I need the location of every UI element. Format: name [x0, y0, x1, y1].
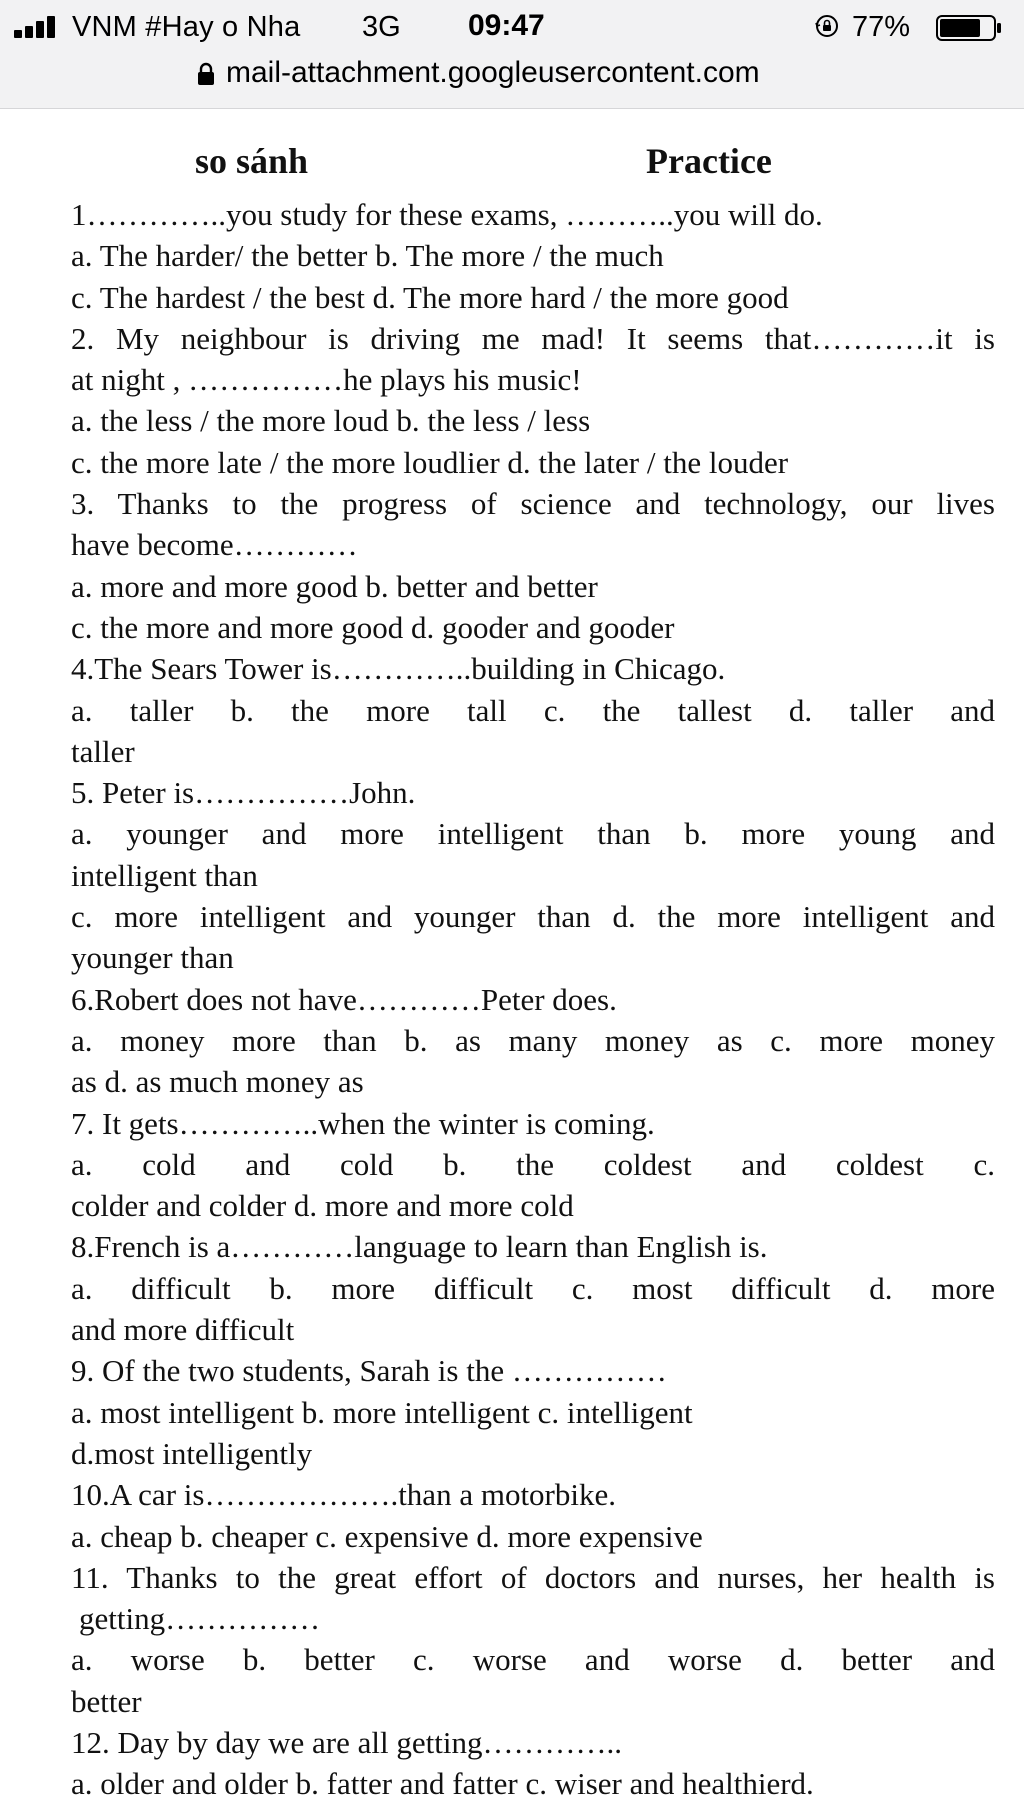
status-bar: [0, 0, 1024, 56]
document-line: a. younger and more intelligent than b. more young and: [71, 816, 995, 852]
document-line: a. taller b. the more tall c. the tallest d. taller and: [71, 692, 995, 728]
exercise-lines: [71, 194, 995, 1805]
document-line: a. cold and cold b. the coldest and coldest c.: [71, 1146, 995, 1182]
document-line: and more difficult: [71, 1312, 295, 1348]
document-line: 5. Peter is……………John.: [71, 775, 416, 811]
document-line: c. more intelligent and younger than d. the more intelligent and: [71, 899, 995, 935]
network-type: 3G: [362, 11, 401, 43]
document-line: taller: [71, 733, 135, 769]
document-line: 7. It gets…………..when the winter is coming.: [71, 1105, 655, 1141]
battery-icon: [936, 15, 1002, 41]
document-title: so sánh: [195, 141, 309, 181]
document-line: 11. Thanks to the great effort of doctors and nurses, her health is: [71, 1559, 995, 1595]
document-line: have become…………: [71, 527, 358, 563]
padlock-icon: [197, 62, 215, 86]
document-line: c. the more and more good d. gooder and gooder: [71, 609, 675, 645]
document-line: younger than: [71, 940, 234, 976]
document-line: a. older and older b. fatter and fatter c. wiser and healthierd.: [71, 1766, 814, 1802]
document-line: a. the less / the more loud b. the less / less: [71, 403, 591, 439]
document-line: 2. My neighbour is driving me mad! It seems that…………it is: [71, 320, 995, 356]
url-text[interactable]: mail-attachment.googleusercontent.com: [226, 56, 760, 89]
url-bar[interactable]: [0, 56, 1024, 109]
document-line: a. more and more good b. better and better: [71, 568, 598, 604]
document-line: intelligent than: [71, 857, 258, 893]
document-line: 6.Robert does not have…………Peter does.: [71, 981, 617, 1017]
document-line: as d. as much money as: [71, 1064, 364, 1100]
document-line: 8.French is a…………language to learn than English is.: [71, 1229, 768, 1265]
document-line: a. The harder/ the better b. The more / the much: [71, 238, 664, 274]
document-line: a. money more than b. as many money as c. more money: [71, 1022, 995, 1058]
document-line: a. worse b. better c. worse and worse d. better and: [71, 1642, 995, 1678]
document-page: [71, 140, 995, 1805]
document-line: c. the more late / the more loudlier d. the later / the louder: [71, 444, 789, 480]
carrier-name: VNM #Hay o Nha: [72, 11, 301, 43]
document-line: at night , ……………he plays his music!: [71, 362, 582, 398]
document-line: 12. Day by day we are all getting…………..: [71, 1724, 622, 1760]
heading-row: [71, 140, 995, 194]
document-line: better: [71, 1683, 142, 1719]
status-clock: 09:47: [468, 9, 545, 42]
document-line: a. cheap b. cheaper c. expensive d. more expensive: [71, 1518, 703, 1554]
rotation-lock-icon: [815, 14, 839, 38]
document-line: 10.A car is……………….than a motorbike.: [71, 1477, 616, 1513]
signal-strength-icon: [14, 16, 62, 38]
document-line: 4.The Sears Tower is…………..building in Chicago.: [71, 651, 726, 687]
document-line: d.most intelligently: [71, 1435, 313, 1471]
document-line: a. most intelligent b. more intelligent c. intelligent: [71, 1394, 693, 1430]
document-line: 3. Thanks to the progress of science and technology, our lives: [71, 486, 995, 522]
document-line: 1…………..you study for these exams, ………..you will do.: [71, 197, 823, 232]
document-line: a. difficult b. more difficult c. most difficult d. more: [71, 1270, 995, 1306]
document-line: 9. Of the two students, Sarah is the ……………: [71, 1353, 667, 1389]
battery-percentage: 77%: [852, 11, 911, 43]
document-subtitle: Practice: [646, 141, 772, 181]
document-line: c. The hardest / the best d. The more hard / the more good: [71, 279, 789, 315]
document-line: getting……………: [79, 1601, 321, 1637]
document-line: colder and colder d. more and more cold: [71, 1188, 574, 1224]
